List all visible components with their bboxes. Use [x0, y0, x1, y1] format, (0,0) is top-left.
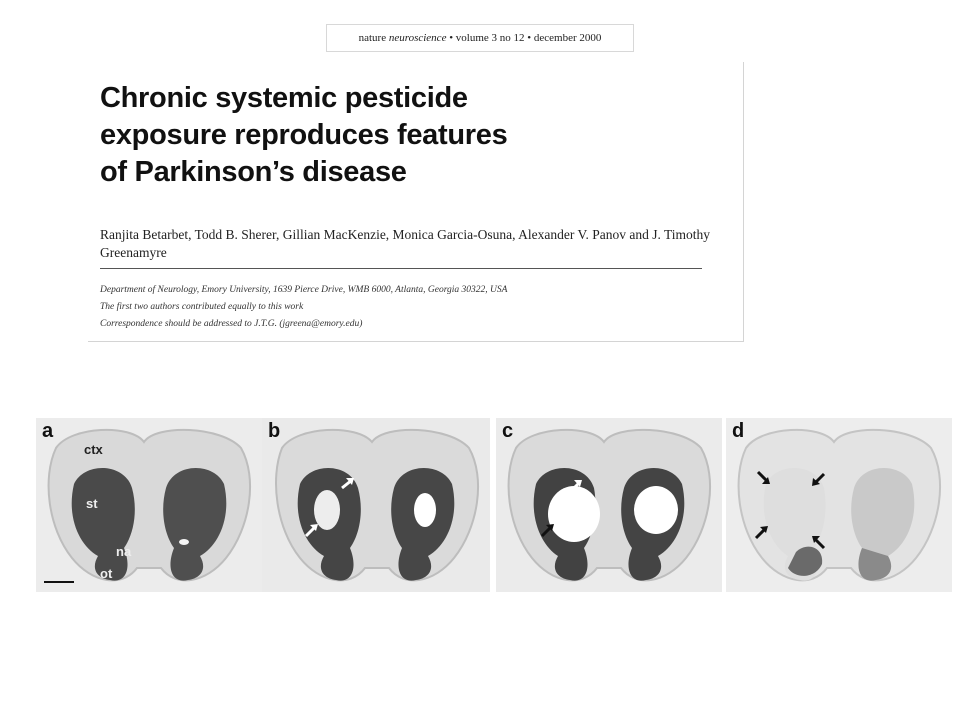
issue-info: • volume 3 no 12 • december 2000 — [449, 32, 602, 44]
brain-section-image — [726, 418, 952, 592]
figure-panel-c — [496, 418, 722, 592]
title-line: exposure reproduces features — [100, 119, 508, 151]
region-label: na — [116, 544, 132, 559]
brain-section-image — [262, 418, 490, 592]
author-list: Ranjita Betarbet, Todd B. Sherer, Gillian MacKenzie, Monica Garcia-Osuna, Alexander V. Panov and J. Timothy Greenamyre — [100, 227, 711, 260]
brain-section-image — [36, 418, 262, 592]
panel-letter: c — [502, 420, 514, 442]
panel-letter: b — [268, 420, 281, 442]
region-label: ot — [100, 566, 113, 581]
divider — [100, 268, 702, 269]
journal-name — [359, 32, 447, 44]
figure-panel-b — [262, 418, 490, 592]
brain-section-image — [496, 418, 722, 592]
equal-contribution-note: The first two authors contributed equally to this work — [100, 302, 304, 312]
journal-name-prefix: nature — [358, 32, 387, 44]
region-label: ctx — [84, 442, 103, 457]
journal-header — [326, 24, 634, 52]
panel-letter: a — [42, 420, 54, 442]
figure-panel-d — [726, 418, 952, 592]
paper-title — [100, 80, 660, 191]
title-line: of Parkinson’s disease — [100, 156, 407, 188]
panel-letter: d — [732, 420, 745, 442]
paper-title-block — [88, 62, 744, 342]
correspondence: Correspondence should be addressed to J.T.G. (jgreena@emory.edu) — [100, 319, 363, 329]
region-label: st — [86, 496, 98, 511]
title-line: Chronic systemic pesticide — [100, 82, 468, 114]
affiliation-block — [100, 282, 700, 333]
figure-panel-a — [36, 418, 262, 592]
affiliation: Department of Neurology, Emory University, 1639 Pierce Drive, WMB 6000, Atlanta, Georgia 30322, USA — [100, 285, 508, 295]
journal-name-italic: neuroscience — [388, 32, 447, 44]
